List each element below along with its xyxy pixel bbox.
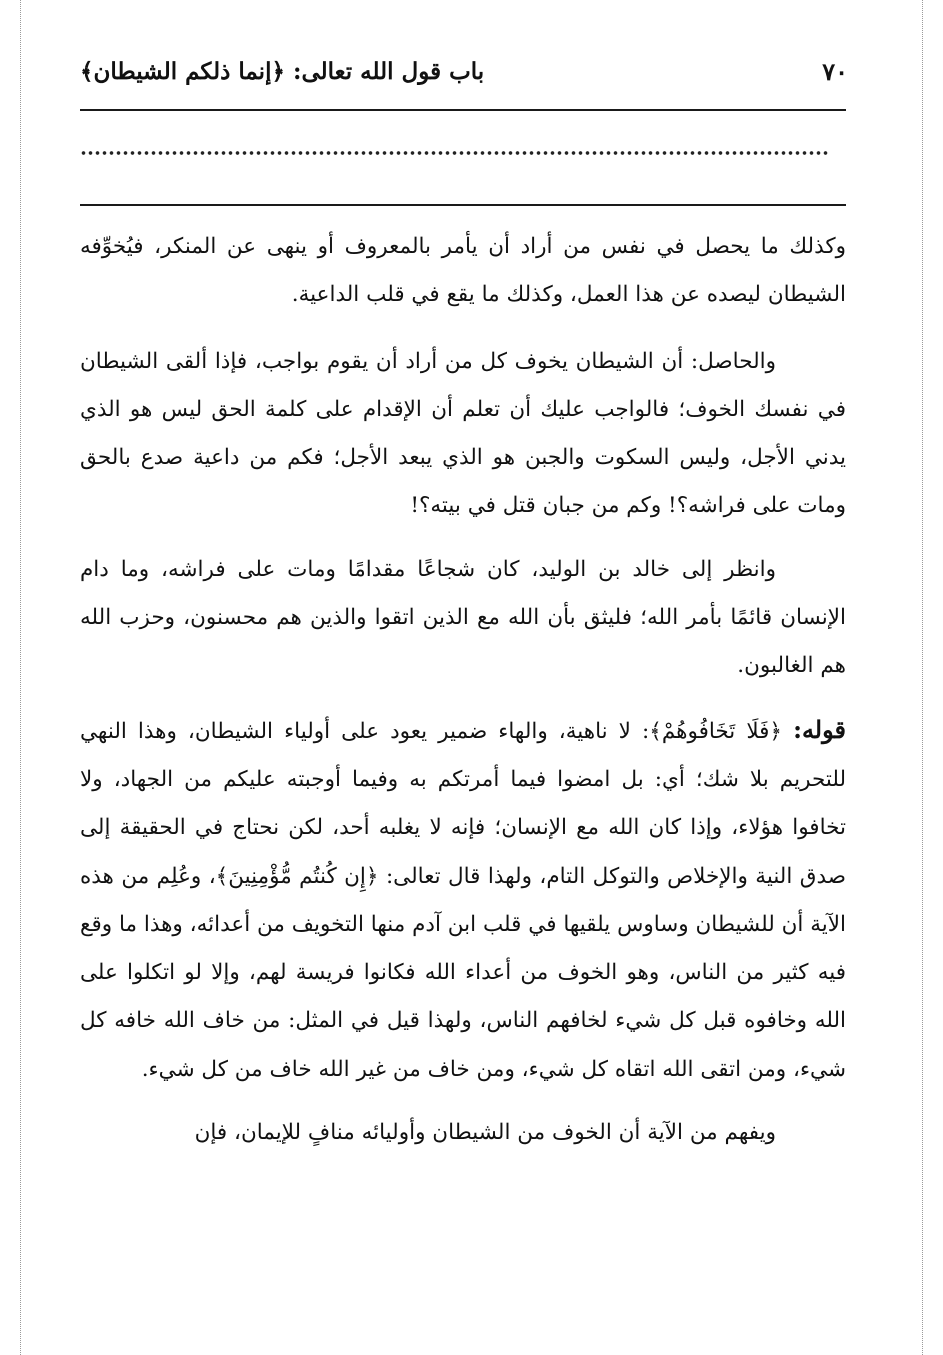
header-rule-top: [80, 109, 846, 111]
page-body: [80, 223, 846, 1157]
running-title: باب قول الله تعالى: ﴿إنما ذلكم الشيطان﴾: [80, 58, 485, 85]
page-number: ٧٠: [822, 57, 848, 86]
paragraph-5: ويفهم من الآية أن الخوف من الشيطان وأوليائه منافٍ للإيمان، فإن: [194, 1120, 776, 1146]
running-header: [80, 54, 848, 90]
paragraph-4-lead-word: قوله:: [793, 714, 846, 744]
left-gutter-dotted-line: [20, 0, 21, 1355]
paragraph-4-text: ﴿فَلَا تَخَافُوهُمْ﴾: لا ناهية، والهاء ضمير يعود على أولياء الشيطان، وهذا النهي للتحريم بلا شك؛ أي: بل امضوا فيما أمرتكم به وفيما أوجبته عليكم من الجهاد، ولا تخافوا هؤلاء، وإذا كان الله مع الإنسان؛ فإنه لا يغلبه أحد، لكن نحتاج في الحقيقة إلى صدق النية والإخلاص والتوكل التام، ولهذا قال تعالى: ﴿إِن كُنتُم مُّؤْمِنِينَ﴾، وعُلِم من هذه الآية أن للشيطان وساوس يلقيها في قلب ابن آدم منها التخويف من أعدائه، وهذا ما وقع فيه كثير من الناس، وهو الخوف من أعداء الله فكانوا فريسة لهم، وإلا لو اتكلوا على الله وخافوه قبل كل شيء لخافهم الناس، ولهذا قيل في المثل: من خاف الله خافه كل شيء، ومن اتقى الله اتقاه كل شيء، ومن خاف من غير الله خاف من كل شيء.: [80, 718, 846, 1082]
dotted-separator: [80, 150, 828, 166]
paragraph-1: وكذلك ما يحصل في نفس من أراد أن يأمر بالمعروف أو ينهى عن المنكر، فيُخوِّفه الشيطان ليصده عن هذا العمل، وكذلك ما يقع في قلب الداعية.: [80, 234, 846, 308]
paragraph-2: والحاصل: أن الشيطان يخوف كل من أراد أن يقوم بواجب، فإذا ألقى الشيطان في نفسك الخوف؛ فالواجب عليك أن تعلم أن الإقدام على كلمة الحق ليس هو الذي يدني الأجل، وليس السكوت والجبن هو الذي يبعد الأجل؛ فكم من داعية صدع بالحق ومات على فراشه؟! وكم من جبان قتل في بيته؟!: [80, 348, 846, 519]
paragraph-3: وانظر إلى خالد بن الوليد، كان شجاعًا مقدامًا ومات على فراشه، وما دام الإنسان قائمًا بأمر الله؛ فليثق بأن الله مع الذين اتقوا والذين هم محسنون، وحزب الله هم الغالبون.: [80, 556, 846, 679]
header-rule-bottom: [80, 204, 846, 206]
right-gutter-dotted-line: [922, 0, 923, 1355]
paragraph-4: [80, 706, 846, 1094]
